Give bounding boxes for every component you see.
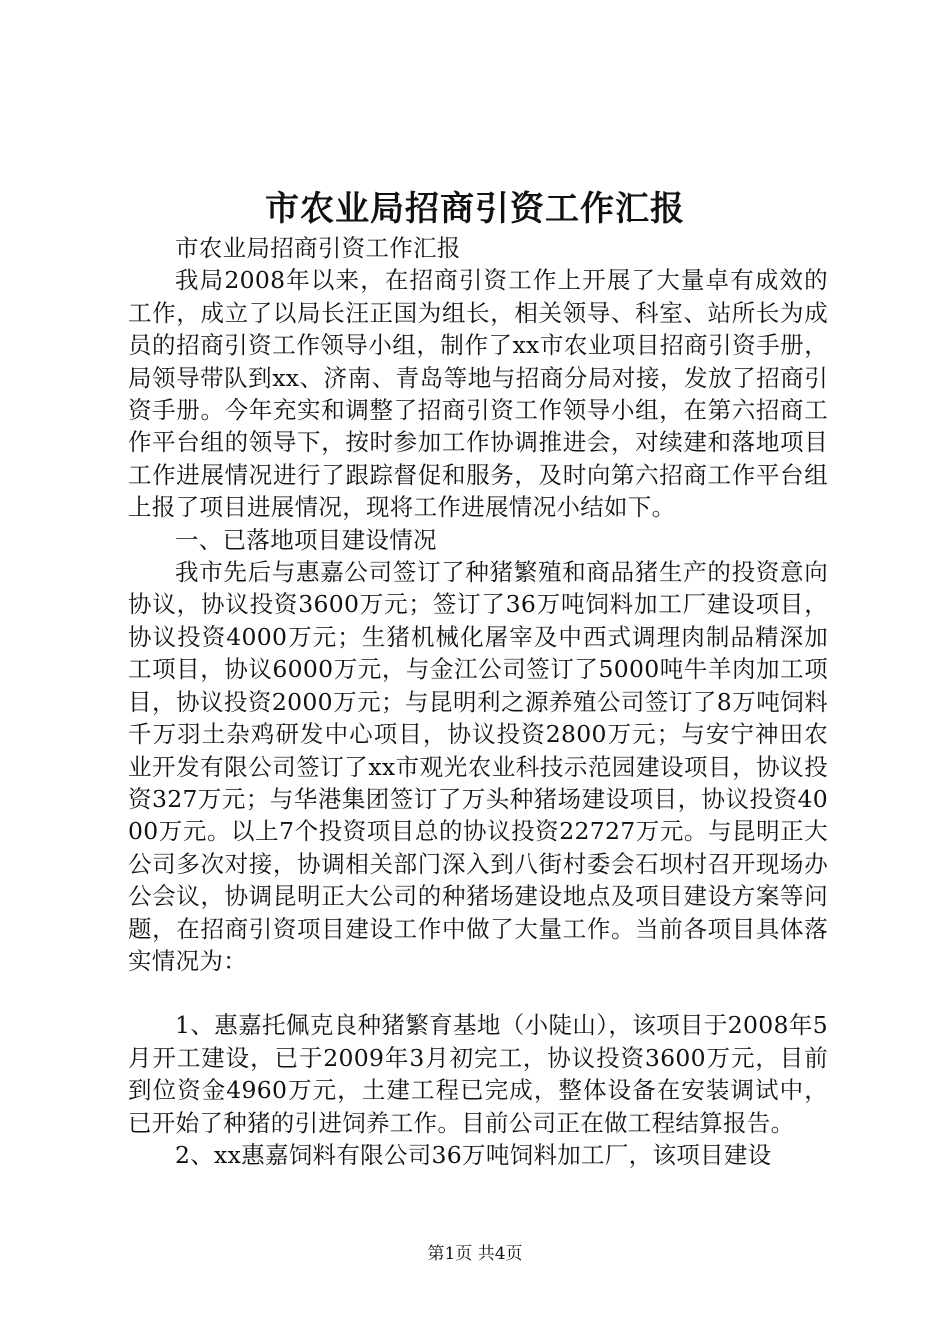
document-title: 市农业局招商引资工作汇报 [265, 189, 685, 229]
paragraph-intro: 我局2008年以来，在招商引资工作上开展了大量卓有成效的工作，成立了以局长汪正国为组长，相关领导、科室、站所长为成员的招商引资工作领导小组，制作了xx市农业项目招商引资手册，局领导带队到xx、济南、青岛等地与招商分局对接，发放了招商引资手册。今年充实和调整了招商引资工作领导小组，在第六招商工作平台组的领导下，按时参加工作协调推进会，对续建和落地项目工作进展情况进行了跟踪督促和服务，及时向第六招商工作平台组上报了项目进展情况，现将工作进展情况小结如下。 [128, 266, 828, 522]
page-number: 第1页 共4页 [427, 1244, 523, 1264]
document-body [128, 232, 828, 1171]
paragraph-projects: 我市先后与惠嘉公司签订了种猪繁殖和商品猪生产的投资意向协议，协议投资3600万元；签订了36万吨饲料加工厂建设项目，协议投资4000万元；生猪机械化屠宰及中西式调理肉制品精深加工项目，协议6000万元，与金江公司签订了5000吨牛羊肉加工项目，协议投资2000万元；与昆明利之源养殖公司签订了8万吨饲料千万羽土杂鸡研发中心项目，协议投资2800万元；与安宁神田农业开发有限公司签订了xx市观光农业科技示范园建设项目，协议投资327万元；与华港集团签订了万头种猪场建设项目，协议投资4000万元。以上7个投资项目总的协议投资22727万元。与昆明正大公司多次对接，协调相关部门深入到八街村委会石坝村召开现场办公会议，协调昆明正大公司的种猪场建设地点及项目建设方案等问题，在招商引资项目建设工作中做了大量工作。当前各项目具体落实情况为： [128, 558, 828, 975]
paragraph-subtitle: 市农业局招商引资工作汇报 [175, 234, 461, 262]
section-heading: 一、已落地项目建设情况 [175, 525, 437, 554]
paragraph-item-2: 2、xx惠嘉饲料有限公司36万吨饲料加工厂，该项目建设 [175, 1140, 772, 1169]
paragraph-item-1: 1、惠嘉托佩克良种猪繁育基地（小陡山），该项目于2008年5月开工建设，已于2009年3月初完工，协议投资3600万元，目前到位资金4960万元，土建工程已完成，整体设备在安装调试中，已开始了种猪的引进饲养工作。目前公司正在做工程结算报告。 [128, 1011, 828, 1137]
